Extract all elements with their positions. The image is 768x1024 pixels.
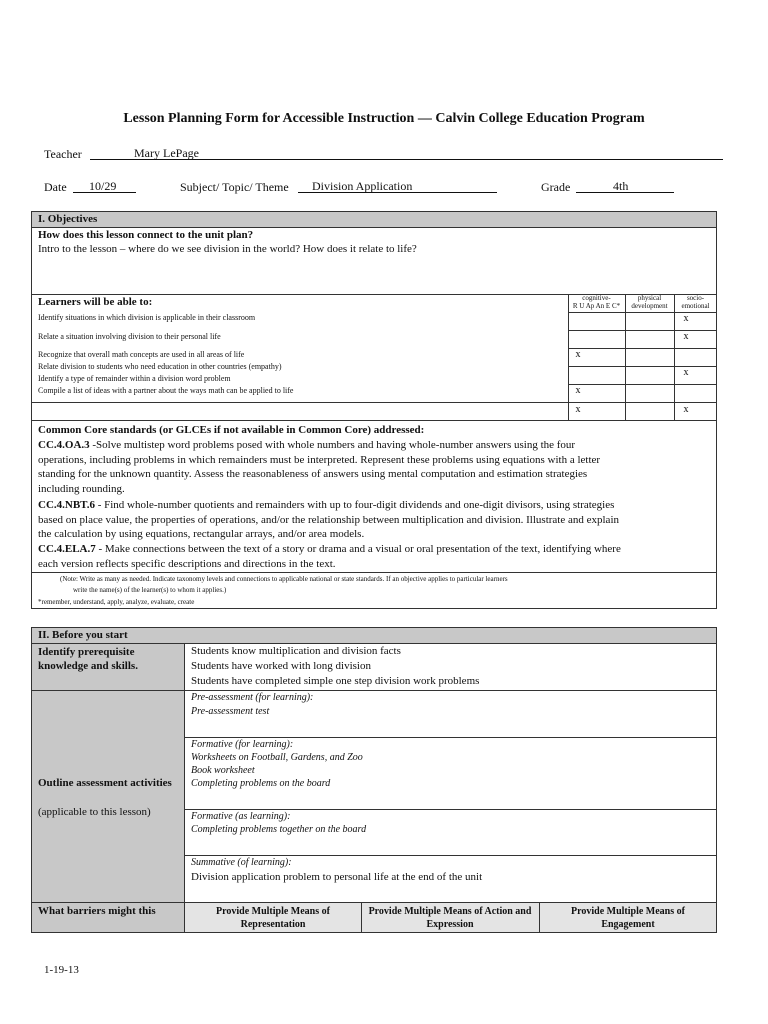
prereq-item: Students know multiplication and division facts <box>191 645 401 657</box>
learners-label: Learners will be able to: <box>38 296 153 308</box>
udl-engagement-header: Provide Multiple Means of Engagement <box>571 906 685 930</box>
standards-heading: Common Core standards (or GLCEs if not available in Common Core) addressed: <box>38 424 425 436</box>
formative-as-item: Completing problems together on the board <box>191 824 367 835</box>
teacher-label: Teacher <box>44 147 82 161</box>
udl-representation-header: Provide Multiple Means of Representation <box>216 906 330 930</box>
teacher-field[interactable]: Mary LePage <box>90 146 723 160</box>
assessment-sublabel: (applicable to this lesson) <box>38 806 151 818</box>
check-mark: x <box>575 385 581 396</box>
prereq-label: Identify prerequisite knowledge and skills. <box>38 646 138 672</box>
objective-item: Recognize that overall math concepts are used in all areas of life <box>38 350 245 359</box>
form-title: Lesson Planning Form for Accessible Instruction — Calvin College Education Program <box>123 111 645 126</box>
objective-item: Relate division to students who need education in other countries (empathy) <box>38 362 282 371</box>
pre-assessment-item: Pre-assessment test <box>191 706 270 717</box>
check-mark: x <box>683 404 689 415</box>
formative-item: Book worksheet <box>191 765 255 776</box>
summative-heading: Summative (of learning): <box>191 857 292 868</box>
prereq-item: Students have worked with long division <box>191 660 371 672</box>
formative-item: Worksheets on Football, Gardens, and Zoo <box>191 752 363 763</box>
pre-assessment-heading: Pre-assessment (for learning): <box>191 692 314 703</box>
objectives-section-header: I. Objectives <box>31 211 717 228</box>
col-socio: socio- emotional <box>681 294 710 310</box>
check-mark: x <box>683 331 689 342</box>
taxonomy-footnote: *remember, understand, apply, analyze, evaluate, create <box>38 598 195 606</box>
col-physical: physical development <box>631 294 668 310</box>
date-label: Date <box>44 180 67 194</box>
subject-field[interactable]: Division Application <box>298 179 497 193</box>
objective-item: Relate a situation involving division to their personal life <box>38 332 221 341</box>
check-mark: x <box>683 367 689 378</box>
assessment-label: Outline assessment activities <box>38 777 172 789</box>
subject-label: Subject/ Topic/ Theme <box>180 180 289 194</box>
note-text: write the name(s) of the learner(s) to whom it applies.) <box>73 586 227 594</box>
check-mark: x <box>575 349 581 360</box>
note-text: (Note: Write as many as needed. Indicate taxonomy levels and connections to applicable national or state standards. If an objective applies to particular learners <box>60 575 508 583</box>
standard-1: CC.4.OA.3 -Solve multistep word problems posed with whole numbers and having whole-number answers using the four operations, including problems in which remainders must be interpreted. Represent these problems using equations with a letter standing for the unknown quantity. Assess the reasonableness of answers using mental computation and estimation strategies including rounding. <box>38 439 601 495</box>
objective-item: Compile a list of ideas with a partner about the ways math can be applied to life <box>38 386 294 395</box>
grade-label: Grade <box>541 180 571 194</box>
summative-item: Division application problem to personal life at the end of the unit <box>191 871 483 883</box>
udl-action-expression-header: Provide Multiple Means of Action and Expression <box>368 906 532 930</box>
formative-as-heading: Formative (as learning): <box>191 811 291 822</box>
barriers-label: What barriers might this <box>38 905 156 917</box>
formative-item: Completing problems on the board <box>191 778 331 789</box>
objective-item: Identify situations in which division is applicable in their classroom <box>38 313 256 322</box>
unit-plan-question: How does this lesson connect to the unit plan? <box>38 229 254 241</box>
before-section-header: II. Before you start <box>31 627 717 644</box>
objective-item: Identify a type of remainder within a division word problem <box>38 374 231 383</box>
col-cognitive: cognitive- R U Ap An E C* <box>572 294 621 310</box>
check-mark: x <box>575 404 581 415</box>
check-mark: x <box>683 313 689 324</box>
date-field[interactable]: 10/29 <box>73 179 136 193</box>
unit-plan-answer: Intro to the lesson – where do we see division in the world? How does it relate to life? <box>38 243 417 255</box>
prereq-item: Students have completed simple one step division work problems <box>191 675 480 687</box>
standard-3: CC.4.ELA.7 - Make connections between the text of a story or drama and a visual or oral presentation of the text, identifying where each version reflects specific descriptions and directions in the text. <box>38 543 621 570</box>
formative-heading: Formative (for learning): <box>191 739 294 750</box>
grade-field[interactable]: 4th <box>576 179 674 193</box>
footer-date: 1-19-13 <box>44 964 79 976</box>
standard-2: CC.4.NBT.6 - Find whole-number quotients and remainders with up to four-digit dividends and one-digit divisors, using strategies based on place value, the properties of operations, and/or the relationship between multiplication and division. Illustrate and explain the calculation by using equations, rectangular arrays, and/or area models. <box>38 499 619 541</box>
